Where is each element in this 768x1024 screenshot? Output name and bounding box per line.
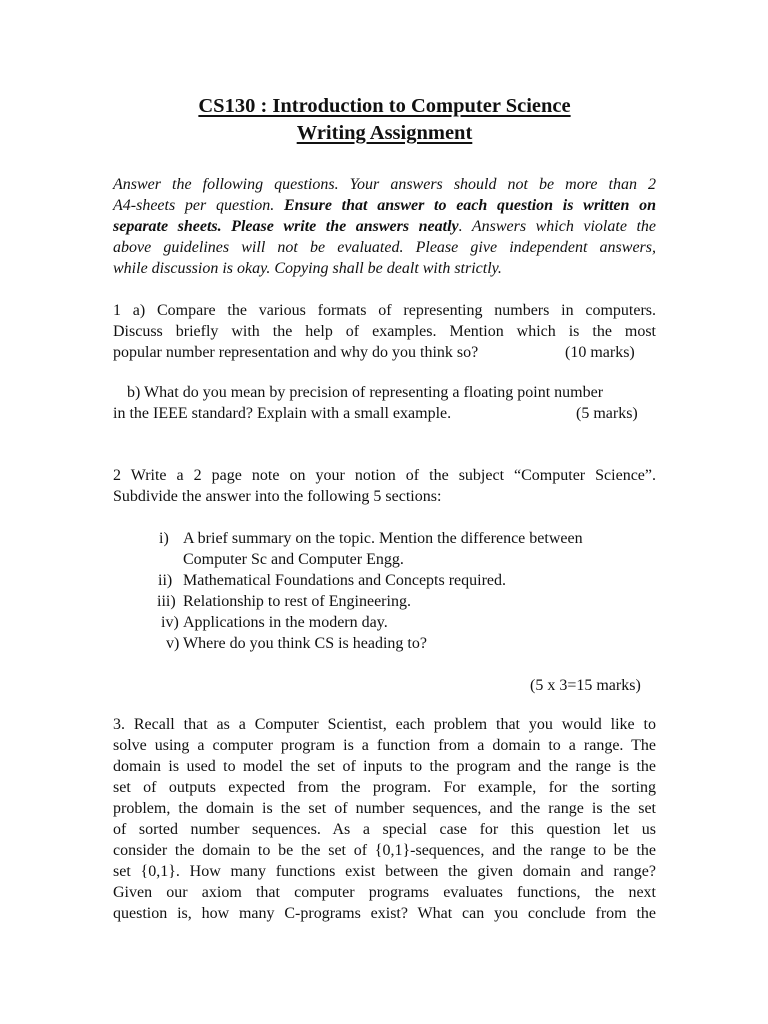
instructions-line	[113, 195, 656, 216]
question-2	[113, 465, 656, 507]
list-item-text: Computer Sc and Computer Engg.	[183, 551, 404, 568]
question-2-marks: (5 x 3=15 marks)	[530, 677, 641, 694]
question-line: question is, how many C-programs exist? What can you conclude from the	[113, 905, 656, 922]
question-line: solve using a computer program is a function from a domain to a range. The	[113, 737, 656, 754]
question-1a-marks: (10 marks)	[565, 344, 635, 361]
list-item-number: iii)	[157, 593, 176, 610]
assignment-title: Writing Assignment	[296, 122, 473, 144]
instructions-text: A4-sheets per question.	[113, 197, 275, 214]
question-3	[113, 714, 656, 924]
list-item-number: iv)	[161, 614, 179, 631]
instructions-line: while discussion is okay. Copying shall be dealt with strictly.	[113, 260, 502, 277]
instructions-line	[113, 216, 656, 237]
list-item-number: v)	[166, 635, 180, 652]
question-line: b) What do you mean by precision of representing a floating point number	[127, 384, 604, 401]
instructions-paragraph	[113, 174, 656, 279]
question-line: of sorted number sequences. As a special case for this question let us	[113, 821, 656, 838]
question-line: consider the domain to be the set of {0,1}-sequences, and the range to be the	[113, 842, 656, 859]
question-line: 1 a) Compare the various formats of representing numbers in computers.	[113, 302, 656, 319]
question-line: Given our axiom that computer programs evaluates functions, the next	[113, 884, 656, 901]
course-title: CS130 : Introduction to Computer Science	[198, 95, 571, 117]
question-line: in the IEEE standard? Explain with a small example.	[113, 405, 452, 422]
instructions-emphasis: separate sheets. Please write the answers neatly	[113, 218, 459, 235]
instructions-line: Answer the following questions. Your answers should not be more than 2	[113, 176, 656, 193]
list-item-text: Where do you think CS is heading to?	[183, 635, 427, 652]
list-item-text: Relationship to rest of Engineering.	[183, 593, 411, 610]
question-1b	[113, 382, 656, 424]
question-line: 3. Recall that as a Computer Scientist, each problem that you would like to	[113, 716, 656, 733]
list-item-text: A brief summary on the topic. Mention the difference between	[183, 530, 583, 547]
instructions-emphasis: Ensure that answer to each question is written on	[283, 197, 657, 214]
list-item-number: ii)	[158, 572, 173, 589]
list-item-text: Mathematical Foundations and Concepts required.	[183, 572, 507, 589]
question-line: popular number representation and why do you think so?	[113, 344, 479, 361]
question-1b-marks: (5 marks)	[576, 405, 638, 422]
question-line: set {0,1}. How many functions exist between the given domain and range?	[113, 863, 656, 880]
question-line: problem, the domain is the set of number sequences, and the range is the set	[113, 800, 656, 817]
instructions-text: . Answers which violate the	[458, 218, 656, 235]
question-line: 2 Write a 2 page note on your notion of the subject “Computer Science”.	[113, 467, 656, 484]
list-item-number: i)	[159, 530, 169, 547]
question-line: Subdivide the answer into the following 5 sections:	[113, 488, 442, 505]
question-line: set of outputs expected from the program. For example, for the sorting	[113, 779, 656, 796]
instructions-line: above guidelines will not be evaluated. Please give independent answers,	[113, 239, 656, 256]
question-line: domain is used to model the set of inputs to the program and the range is the	[113, 758, 656, 775]
question-line: Discuss briefly with the help of examples. Mention which is the most	[113, 323, 656, 340]
question-1a	[113, 300, 656, 363]
list-item-text: Applications in the modern day.	[183, 614, 388, 631]
title-block	[113, 93, 656, 147]
